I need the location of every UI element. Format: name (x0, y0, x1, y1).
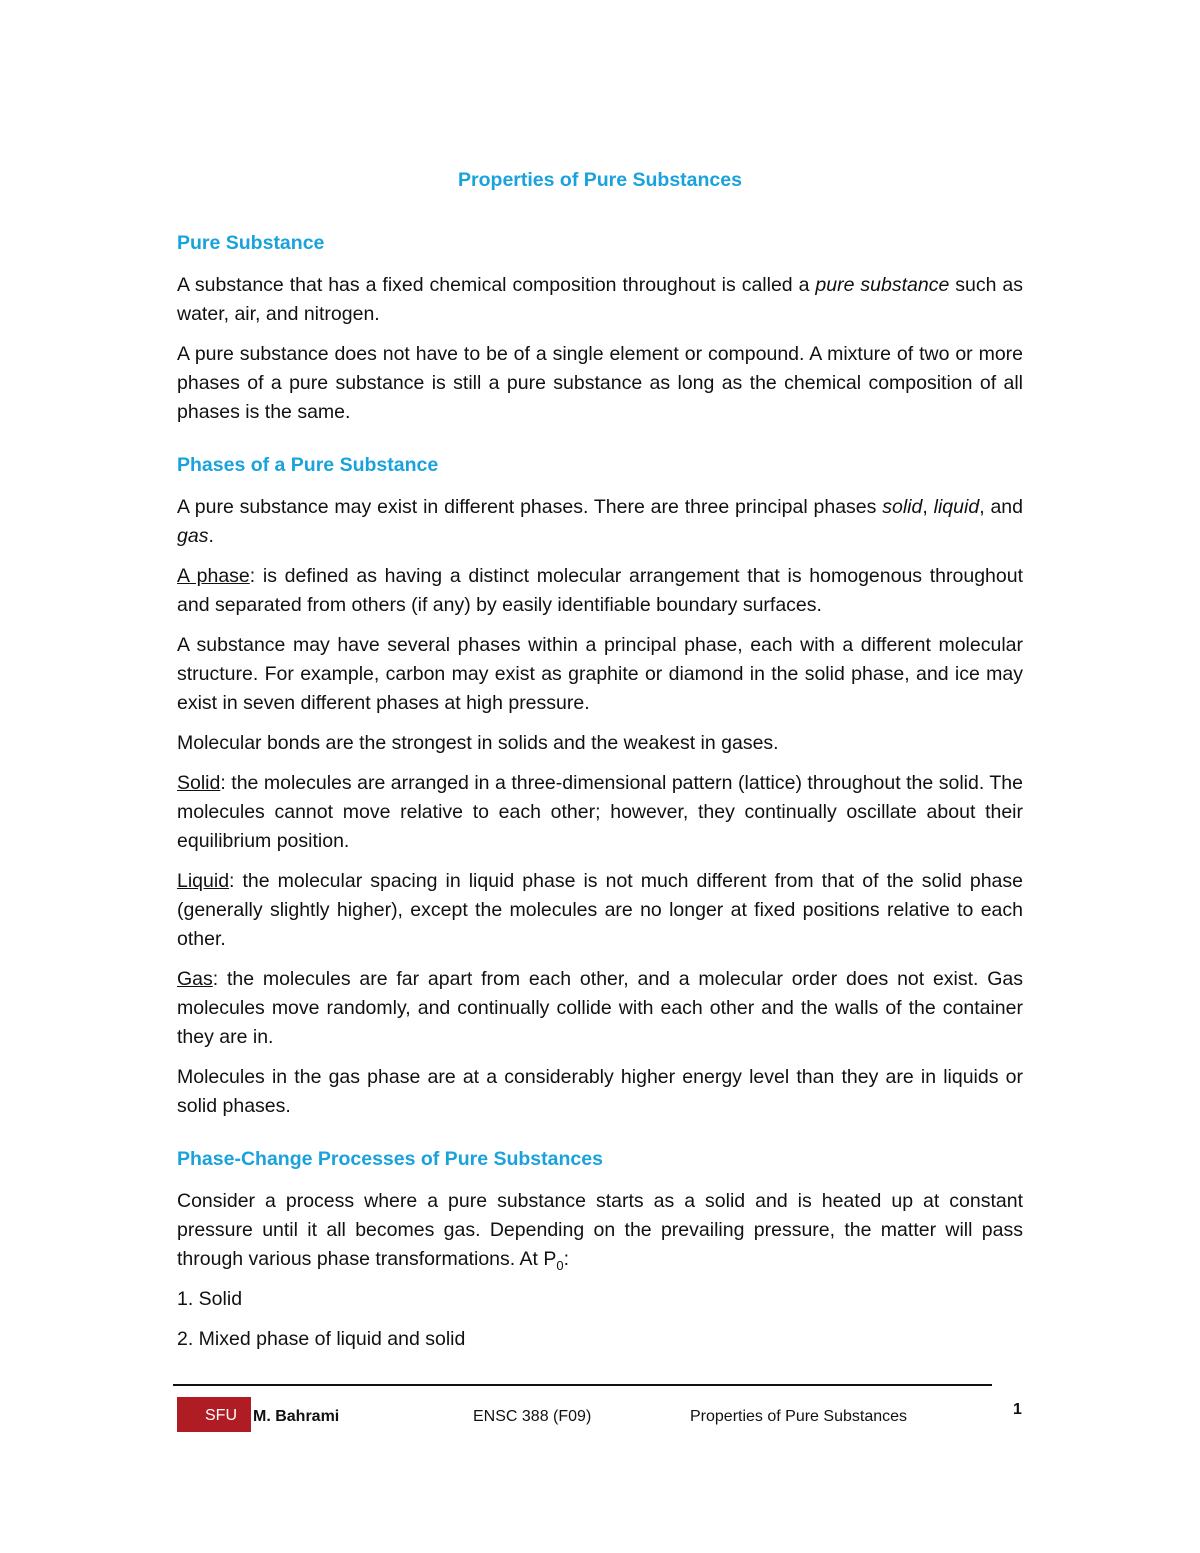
paragraph-molecular-bonds: Molecular bonds are the strongest in solids and the weakest in gases. (177, 732, 779, 754)
paragraph-gas (177, 965, 1023, 1052)
paragraph-solid (177, 769, 1023, 856)
footer-author: M. Bahrami (253, 1408, 340, 1425)
emphasis-solid: solid (882, 496, 923, 518)
text: : (563, 1248, 570, 1270)
document-title: Properties of Pure Substances (458, 169, 742, 191)
text: A pure substance may exist in different phases. There are three principal phases (177, 496, 883, 518)
definition-text: : is defined as having a distinct molecular arrangement that is homogenous throughout and separated from others (if any) by easily identifiable boundary surfaces. (177, 565, 1023, 616)
paragraph-mixture: A pure substance does not have to be of a single element or compound. A mixture of two or more phases of a pure substance is still a pure substance as long as the chemical composition of all phases is the same. (177, 343, 1023, 423)
list-item: 1. Solid (177, 1288, 243, 1310)
definition-text: : the molecules are arranged in a three-dimensional pattern (lattice) throughout the solid. The molecules cannot move relative to each other; however, they continually oscillate about their equilibrium position. (177, 772, 1023, 852)
sfu-logo (177, 1397, 251, 1432)
term-phase: A phase (177, 565, 250, 587)
logo-text: SFU (205, 1407, 237, 1424)
emphasis-liquid: liquid (933, 496, 980, 518)
text: such as water, air, and nitrogen. (177, 274, 1024, 325)
term-liquid: Liquid (177, 870, 230, 892)
emphasis-text: pure substance (815, 274, 950, 296)
text: Consider a process where a pure substance starts as a solid and is heated up at constant pressure until it all becomes gas. Depending on the prevailing pressure, the matter will pass through various phase transformations. At P (177, 1190, 1023, 1270)
footer-document-title: Properties of Pure Substances (690, 1408, 908, 1425)
definition-text: : the molecules are far apart from each other, and a molecular order does not exist. Gas molecules move randomly, and continually collide with each other and the walls of the container they are in. (177, 968, 1023, 1048)
emphasis-gas: gas (177, 525, 209, 547)
text: A substance that has a fixed chemical composition throughout is called a (177, 274, 816, 296)
section-heading-pure-substance: Pure Substance (177, 232, 325, 254)
text: , (922, 496, 934, 518)
footer-divider (173, 1384, 992, 1386)
text: . (208, 525, 214, 547)
section-heading-phases: Phases of a Pure Substance (177, 454, 439, 476)
term-solid: Solid (177, 772, 221, 794)
paragraph-several-phases: A substance may have several phases within a principal phase, each with a different molecular structure. For example, carbon may exist as graphite or diamond in the solid phase, and ice may exist in seven different phases at high pressure. (177, 634, 1023, 714)
definition-text: : the molecular spacing in liquid phase is not much different from that of the solid phase (generally slightly higher), except the molecules are no longer at fixed positions relative to each other. (177, 870, 1023, 950)
text: , and (979, 496, 1023, 518)
section-heading-phase-change: Phase-Change Processes of Pure Substances (177, 1148, 603, 1170)
paragraph-liquid (177, 867, 1023, 954)
paragraph-principal-phases (177, 493, 1023, 551)
term-gas: Gas (177, 968, 213, 990)
page-footer (177, 1397, 1017, 1433)
page-content (177, 166, 1023, 1365)
footer-course: ENSC 388 (F09) (473, 1408, 592, 1425)
paragraph-definition (177, 271, 1023, 329)
paragraph-phase-definition (177, 562, 1023, 620)
page-number: 1 (1013, 1401, 1022, 1418)
paragraph-energy-level: Molecules in the gas phase are at a considerably higher energy level than they are in liquids or solid phases. (177, 1066, 1023, 1117)
list-item: 2. Mixed phase of liquid and solid (177, 1328, 466, 1350)
subscript: 0 (556, 1257, 564, 1273)
paragraph-process (177, 1187, 1023, 1274)
